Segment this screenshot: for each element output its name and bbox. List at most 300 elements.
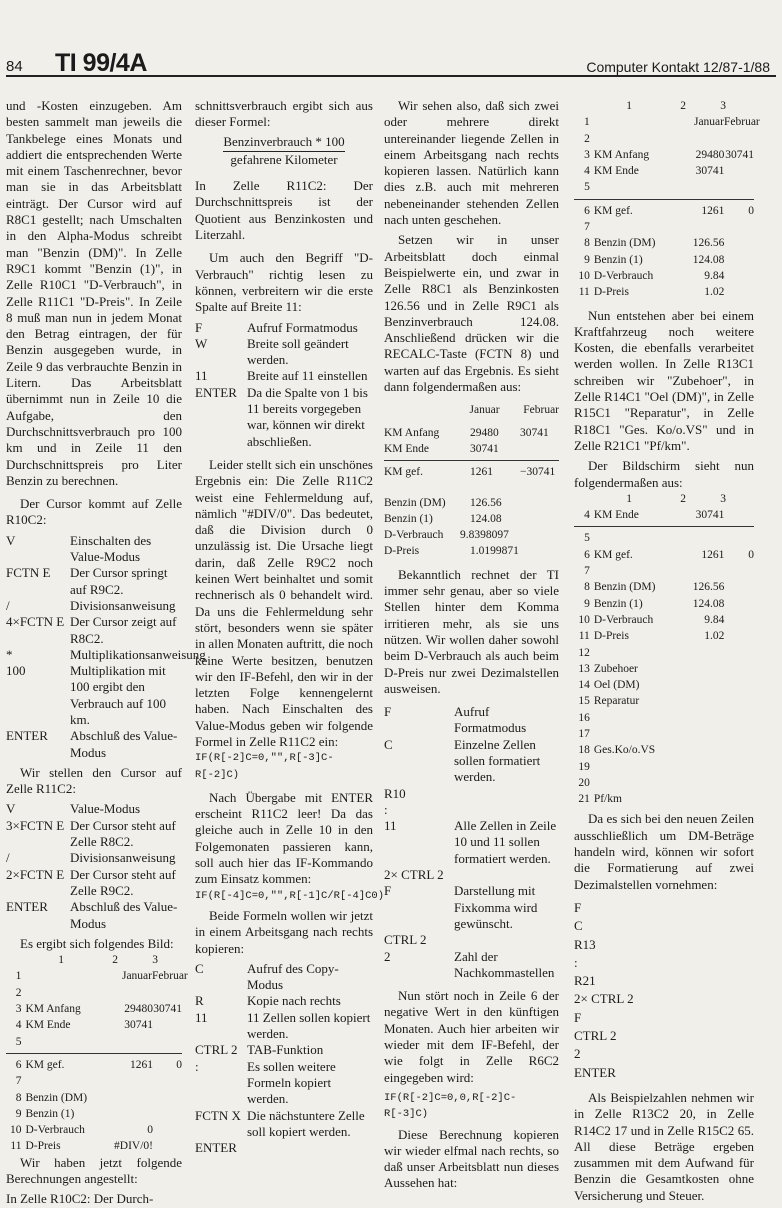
cell: Ges.Ko/o.VS <box>593 744 656 757</box>
command-key: 4×FCTN E <box>6 614 65 630</box>
header-rule <box>6 75 776 77</box>
cell <box>677 563 724 579</box>
cell <box>724 775 754 791</box>
row-number: 6 <box>584 204 590 217</box>
row-number: 10 <box>578 613 590 626</box>
sheet-row <box>574 131 754 147</box>
cell: Benzin (1) <box>593 253 643 266</box>
cell <box>677 742 724 758</box>
cell <box>594 759 677 775</box>
sheet-row <box>574 530 754 546</box>
table-row: Benzin (DM) 126.56 <box>384 496 502 509</box>
key-entry: R13 <box>574 936 596 952</box>
sheet-row <box>6 985 182 1001</box>
command-description: Multiplikationsanweisung <box>70 646 206 662</box>
cell <box>724 252 754 268</box>
sheet-row <box>574 147 754 163</box>
table-row: KM gef. 1261 −30741 <box>384 466 556 479</box>
cell <box>724 710 754 726</box>
cell <box>677 131 724 147</box>
sheet-column-number: 3 <box>720 100 726 112</box>
key-entry: : <box>574 954 578 970</box>
sheet-row <box>6 1073 182 1089</box>
command-key: 11 <box>384 818 397 834</box>
cell: Benzin (1) <box>25 1107 75 1120</box>
sheet-row <box>6 968 188 984</box>
row-number: 5 <box>584 532 590 545</box>
cell <box>107 985 153 1001</box>
command-item <box>384 883 559 932</box>
paragraph: Beide Formeln wollen wir jetzt in einem Arbeitsgang nach rechts kopieren: <box>195 907 373 956</box>
command-description: Breite soll geändert werden. <box>247 335 349 368</box>
sheet-column-number: 3 <box>152 954 158 967</box>
cell: 9.84 <box>704 613 725 626</box>
cell <box>594 114 677 130</box>
command-item <box>6 646 206 663</box>
row-number: 1 <box>584 116 590 129</box>
command-item <box>6 533 182 566</box>
cell: 124.08 <box>692 597 725 610</box>
command-description <box>454 867 559 883</box>
formula <box>195 134 373 169</box>
command-description: Einschalten des Value-Modus <box>70 532 152 565</box>
row-number: 8 <box>15 1091 22 1104</box>
cell <box>25 985 106 1001</box>
command-key: ENTER <box>195 1140 237 1156</box>
command-item <box>195 1140 373 1156</box>
command-item <box>6 801 182 817</box>
sheet-row <box>6 1001 182 1017</box>
paragraph: Wir stellen den Cursor auf Zelle R11C2: <box>6 764 182 797</box>
paragraph: Als Beispielzahlen nehmen wir in Zelle R13C2 20, in Zelle R14C2 17 und in Zelle R15C2 65. All diese Beträge ergeben zusammen mit dem Aufwand für Benzin die Gesamtkosten ohne Versicherung und Steuer. <box>574 1089 754 1203</box>
row-number: 14 <box>578 679 590 692</box>
paragraph: Leider stellt sich ein unschönes Ergebnis ein: Die Zelle R11C2 weist eine Fehlermeldung auf, nämlich "#DIV/0". Das bedeutet, daß die Division durch 0 unzulässig ist. Die Ursache liegt darin, daß Zelle R9C2 noch keinen Wert beinhaltet und somit rechnerisch als 0 behandelt wird. Da uns die Fehlermeldung sehr stört, besonders wenn sie später in allen Monaten auftritt, die noch keine Werte besitzen, benutzen wir den IF-Befehl, den wir in der letzten Folge kennengelernt haben. Nach Einschalten des Value-Modus geben wir folgende Formel in Zelle R11C2 ein: <box>195 456 373 749</box>
command-item <box>384 704 559 737</box>
cell <box>677 710 724 726</box>
sheet-row <box>574 791 754 807</box>
command-description: 11 Zellen sollen kopiert werden. <box>247 1009 371 1042</box>
command-key: FCTN X <box>195 1107 241 1123</box>
cell <box>25 1034 106 1050</box>
paragraph: Setzen wir in unser Arbeitsblatt doch einmal Beispielwerte ein, und zwar in Zelle R8C1 als Benzinkosten 126.56 und in Zelle R9C1 als Benzinverbrauch 124.08. Anschließend drücken wir die RECALC-Taste (FCTN 8) und warten auf das Ergebnis. Es sieht dann folgendermaßen aus: <box>384 232 559 395</box>
column-1 <box>6 98 206 1208</box>
cell: Zubehoer <box>593 662 638 675</box>
cell <box>153 1073 182 1089</box>
command-item <box>6 818 182 851</box>
cell <box>677 530 724 546</box>
command-description: Zahl der Nachkommastellen <box>454 948 555 980</box>
command-description: Alle Zellen in Zeile 10 und 11 sollen formatiert werden. <box>454 818 557 866</box>
key-entry: 2 <box>574 1046 581 1062</box>
row-number: 10 <box>9 1124 22 1137</box>
sheet-divider <box>574 526 754 527</box>
key-entry: C <box>574 918 583 934</box>
cell <box>724 759 754 775</box>
command-item <box>384 737 559 786</box>
command-description: Aufruf Formatmodus <box>454 704 527 736</box>
page-header <box>0 40 782 82</box>
cell: #DIV/0! <box>114 1140 153 1153</box>
sheet-row <box>574 612 754 628</box>
cell <box>724 742 754 758</box>
row-number: 10 <box>578 269 590 282</box>
command-key: CTRL 2 <box>195 1042 238 1058</box>
paragraph: Der Bildschirm sieht nun folgendermaßen aus: <box>574 458 754 490</box>
cell: 29480 <box>695 148 725 161</box>
command-key: F <box>384 704 392 720</box>
sheet-row <box>6 1057 182 1073</box>
key-entry: F <box>574 1009 582 1025</box>
code-line: IF(R[-2]C=0,"",R[-3]C-R[-2]C) <box>195 752 334 781</box>
cell: 126.56 <box>692 237 725 250</box>
cell <box>724 284 754 300</box>
command-key: R10 <box>384 785 406 801</box>
row-number: 13 <box>578 662 590 675</box>
command-description: Es sollen weitere Formeln kopiert werden. <box>247 1058 336 1107</box>
cell: 0 <box>748 548 754 561</box>
table-row: KM Anfang 29480 30741 <box>384 426 549 439</box>
command-list <box>6 532 206 761</box>
cell <box>594 645 677 661</box>
row-number: 8 <box>584 581 590 594</box>
command-description: Abschluß des Value-Modus <box>70 899 178 931</box>
command-description <box>454 786 559 802</box>
command-item <box>195 961 373 994</box>
cell <box>594 726 677 742</box>
row-number: 11 <box>10 1140 22 1153</box>
command-description: Der Cursor steht auf Zelle R8C2. <box>70 817 176 850</box>
row-number: 6 <box>15 1058 22 1071</box>
paragraph: Wir haben jetzt folgende Berechnungen angestellt: <box>6 1154 182 1186</box>
command-key: 3×FCTN E <box>6 817 65 833</box>
command-list <box>195 961 373 1157</box>
command-key: : <box>384 801 388 817</box>
sheet-column-numbers <box>574 491 754 507</box>
row-number: 8 <box>584 237 590 250</box>
row-number: 18 <box>578 744 590 757</box>
table-header: Januar <box>469 404 500 417</box>
cell <box>153 1138 182 1154</box>
command-key: V <box>6 532 16 548</box>
command-item <box>195 1042 373 1058</box>
command-item <box>195 368 373 384</box>
command-key: F <box>195 319 203 335</box>
row-number: 2 <box>15 986 22 999</box>
command-item <box>384 802 559 818</box>
sheet-column-number: 1 <box>58 954 64 967</box>
cell <box>724 693 754 709</box>
cell <box>153 1106 182 1122</box>
sheet-column-numbers <box>574 98 754 114</box>
paragraph: Um auch den Begriff "D-Verbrauch" richtig lesen zu können, verbreitern wir die erste Spalte auf Breite 11: <box>195 250 373 315</box>
page-number: 84 <box>6 58 23 75</box>
sheet-row <box>574 775 754 791</box>
row-number: 1 <box>15 970 22 983</box>
paragraph: Diese Berechnung kopieren wir wieder elfmal nach rechts, so daß unser Arbeitsblatt nun dieses Aussehen hat: <box>384 1126 559 1191</box>
row-number: 4 <box>584 509 590 522</box>
formula-denominator: gefahrene Kilometer <box>230 151 338 167</box>
cell <box>594 530 677 546</box>
table-row: D-Preis 1.0199871 <box>384 545 519 558</box>
column-2 <box>195 98 385 1156</box>
cell <box>594 131 677 147</box>
command-description: Die nächstuntere Zelle soll kopiert werden. <box>247 1107 365 1139</box>
cell <box>677 645 724 661</box>
command-list <box>384 704 559 981</box>
command-item <box>6 663 182 728</box>
row-number: 3 <box>15 1003 22 1016</box>
command-key: 11 <box>195 1009 208 1025</box>
cell: Februar <box>723 116 760 129</box>
command-item <box>195 1108 373 1141</box>
cell <box>677 219 724 235</box>
sheet-divider <box>6 1053 182 1054</box>
command-list <box>195 320 373 450</box>
cell <box>677 791 724 807</box>
sheet-row <box>574 163 754 179</box>
cell: Januar <box>693 116 724 129</box>
key-entry: F <box>574 899 582 915</box>
paragraph: Der Cursor kommt auf Zelle R10C2: <box>6 496 182 528</box>
sheet-row <box>574 579 754 595</box>
cell <box>724 645 754 661</box>
cell: D-Verbrauch <box>593 269 654 282</box>
table-header: Februar <box>523 404 559 417</box>
table-row: D-Verbrauch 9.8398097 <box>384 529 509 542</box>
command-key: : <box>195 1058 199 1074</box>
row-number: 6 <box>584 548 590 561</box>
command-key: V <box>6 801 16 817</box>
cell: D-Verbrauch <box>25 1124 85 1137</box>
command-key: 11 <box>195 368 208 384</box>
cell: 1261 <box>701 204 725 217</box>
command-description: Divisionsanweisung <box>70 597 176 613</box>
cell: 126.56 <box>692 581 725 594</box>
cell <box>724 530 754 546</box>
table-row: Benzin (1) 124.08 <box>384 512 502 525</box>
cell: KM Ende <box>593 509 639 522</box>
sheet-row <box>574 710 754 726</box>
cell <box>153 1090 182 1106</box>
command-item <box>384 932 559 948</box>
command-item <box>6 867 182 900</box>
command-key: ENTER <box>6 728 48 744</box>
spreadsheet-listing <box>574 98 760 301</box>
sheet-column-number: 2 <box>680 100 686 112</box>
row-number: 16 <box>578 711 590 724</box>
sheet-row <box>574 726 754 742</box>
command-item <box>6 728 182 761</box>
cell <box>724 726 754 742</box>
sheet-row <box>6 1090 182 1106</box>
command-key: / <box>6 597 10 613</box>
command-description: Abschluß des Value-Modus <box>70 728 178 760</box>
row-number: 19 <box>578 760 590 773</box>
paragraph: Da es sich bei den neuen Zeilen ausschließlich um DM-Beträge handeln wird, können wir sofort die Formatierung auf zwei Dezimalstellen vornehmen: <box>574 811 754 892</box>
sheet-row <box>574 268 754 284</box>
section-title: TI 99/4A <box>55 49 147 77</box>
cell <box>107 1034 153 1050</box>
spreadsheet-listing <box>574 491 754 808</box>
command-item <box>6 565 182 598</box>
command-description: Aufruf Formatmodus <box>247 319 358 335</box>
cell: 1.02 <box>704 630 725 643</box>
command-description: Multiplikation mit 100 ergibt den Verbrauch auf 100 km. <box>70 663 167 727</box>
cell <box>724 677 754 693</box>
row-number: 7 <box>584 221 590 234</box>
cell: Benzin (1) <box>593 597 643 610</box>
cell <box>594 563 677 579</box>
command-description: Value-Modus <box>70 801 141 817</box>
cell: 29480 <box>124 1003 153 1016</box>
cell: D-Preis <box>25 1140 61 1153</box>
cell: Benzin (DM) <box>593 237 656 250</box>
command-description <box>247 1140 373 1156</box>
command-key: ENTER <box>6 899 48 915</box>
sheet-row <box>574 693 754 709</box>
command-item <box>195 1059 373 1108</box>
command-key: C <box>384 736 393 752</box>
result-table <box>384 402 559 559</box>
code-line: IF(R[-4]C=0,"",R[-1]C/R[-4]C0) <box>195 889 385 902</box>
sheet-row <box>574 507 754 523</box>
cell <box>724 163 754 179</box>
cell <box>677 179 724 195</box>
command-key: 2× CTRL 2 <box>384 867 444 883</box>
cell <box>724 563 754 579</box>
cell: KM Anfang <box>593 148 650 161</box>
cell <box>594 775 677 791</box>
sheet-row <box>574 645 754 661</box>
command-description: Da die Spalte von 1 bis 11 bereits vorgegeben war, können wir direkt abschließen. <box>247 384 368 449</box>
sheet-row <box>6 1106 182 1122</box>
cell: 124.08 <box>692 253 725 266</box>
cell: Pf/km <box>593 793 622 806</box>
sheet-column-number: 3 <box>720 492 726 505</box>
row-number: 7 <box>15 1075 22 1088</box>
command-description: Kopie nach rechts <box>247 993 341 1009</box>
command-key: / <box>6 850 10 866</box>
key-entry: R21 <box>574 973 596 989</box>
paragraph: Bekanntlich rechnet der TI immer sehr genau, aber so viele Stellen hinter dem Komma irritieren mehr, als sie uns nützen. Wir wollen daher sowohl beim D-Verbrauch als auch beim D-Preis nur zwei Dezimalstellen ausweisen. <box>384 566 559 696</box>
cell <box>724 179 754 195</box>
cell <box>153 985 182 1001</box>
row-number: 7 <box>584 565 590 578</box>
command-item <box>384 949 559 982</box>
sheet-row <box>574 742 754 758</box>
cell: Oel (DM) <box>593 679 640 692</box>
row-number: 9 <box>15 1107 22 1120</box>
sheet-row <box>574 203 754 219</box>
row-number: 9 <box>584 597 590 610</box>
cell <box>153 1017 182 1033</box>
paragraph: In Zelle R10C2: Der Durch- <box>6 1191 154 1207</box>
command-description: TAB-Funktion <box>247 1042 324 1058</box>
cell: Benzin (DM) <box>593 581 656 594</box>
cell <box>677 726 724 742</box>
paragraph: Nun stört noch in Zeile 6 der negative Wert in den künftigen Monaten. Auch hier arbeiten wir wieder mit dem IF-Befehl, der wie folgt in Zelle R6C2 eingegeben wird: <box>384 988 559 1085</box>
command-description: Aufruf des Copy-Modus <box>247 960 339 993</box>
row-number: 15 <box>578 695 590 708</box>
command-key: W <box>195 335 208 351</box>
command-item <box>195 1010 373 1043</box>
sheet-row <box>574 677 754 693</box>
cell <box>724 268 754 284</box>
cell: 1.02 <box>704 286 725 299</box>
sheet-row <box>574 628 754 644</box>
sheet-column-number: 2 <box>680 492 686 505</box>
cell <box>724 661 754 677</box>
row-number: 3 <box>584 148 590 161</box>
command-list <box>6 801 182 931</box>
cell <box>677 677 724 693</box>
sheet-row <box>6 1122 182 1138</box>
row-number: 20 <box>578 776 590 789</box>
cell <box>25 1073 106 1089</box>
code-line: IF(R[-2]C=0,0,R[-2]C-R[-3]C) <box>384 1091 517 1121</box>
row-number: 4 <box>15 1019 22 1032</box>
cell: 30741 <box>695 165 725 178</box>
cell <box>724 579 754 595</box>
paragraph: In Zelle R11C2: Der Durchschnittspreis ist der Quotient aus Benzinkosten und Literzahl. <box>195 178 373 243</box>
command-key: 2 <box>384 948 391 964</box>
row-number: 5 <box>584 181 590 194</box>
cell: 0 <box>748 204 754 217</box>
paragraph: schnittsverbrauch ergibt sich aus dieser Formel: <box>195 98 373 130</box>
cell: KM Ende <box>593 165 639 178</box>
sheet-row <box>574 219 754 235</box>
row-number: 11 <box>578 630 590 643</box>
cell <box>153 1122 182 1138</box>
row-number: 9 <box>584 253 590 266</box>
cell <box>25 968 106 984</box>
cell <box>724 628 754 644</box>
row-number: 21 <box>578 793 590 806</box>
row-number: 17 <box>578 727 590 740</box>
sheet-column-number: 1 <box>626 492 632 505</box>
command-key: FCTN E <box>6 565 51 581</box>
cell <box>724 596 754 612</box>
cell: Januar <box>121 970 152 983</box>
key-entry: ENTER <box>574 1064 616 1080</box>
cell: KM gef. <box>593 548 633 561</box>
command-description: Darstellung mit Fixkomma wird gewünscht. <box>454 883 538 931</box>
cell: KM Anfang <box>25 1003 81 1016</box>
sheet-column-number: 1 <box>626 100 632 112</box>
command-description <box>454 932 559 948</box>
command-item <box>195 993 373 1009</box>
command-item <box>384 786 559 802</box>
sheet-row <box>6 1034 182 1050</box>
paragraph: Wir sehen also, daß sich zwei oder mehrere direkt untereinander liegende Zellen in einem Arbeitsgang nach rechts kopieren lassen. Natürlich kann dies z.B. auch mit mehreren nebeneinander stehenden Zellen nach unten geschehen. <box>384 98 559 228</box>
cell <box>594 219 677 235</box>
sheet-row <box>6 1017 182 1033</box>
command-item <box>195 320 373 336</box>
cell: KM gef. <box>593 204 633 217</box>
sheet-row <box>574 252 754 268</box>
command-item <box>195 385 373 450</box>
command-key: R <box>195 993 204 1009</box>
table-row: KM Ende 30741 <box>384 442 499 455</box>
cell: 30741 <box>695 509 725 522</box>
command-description <box>454 802 559 818</box>
sheet-row <box>574 114 760 130</box>
row-number: 4 <box>584 165 590 178</box>
cell <box>677 661 724 677</box>
cell <box>724 507 754 523</box>
cell <box>107 1090 153 1106</box>
cell: KM Ende <box>25 1019 71 1032</box>
